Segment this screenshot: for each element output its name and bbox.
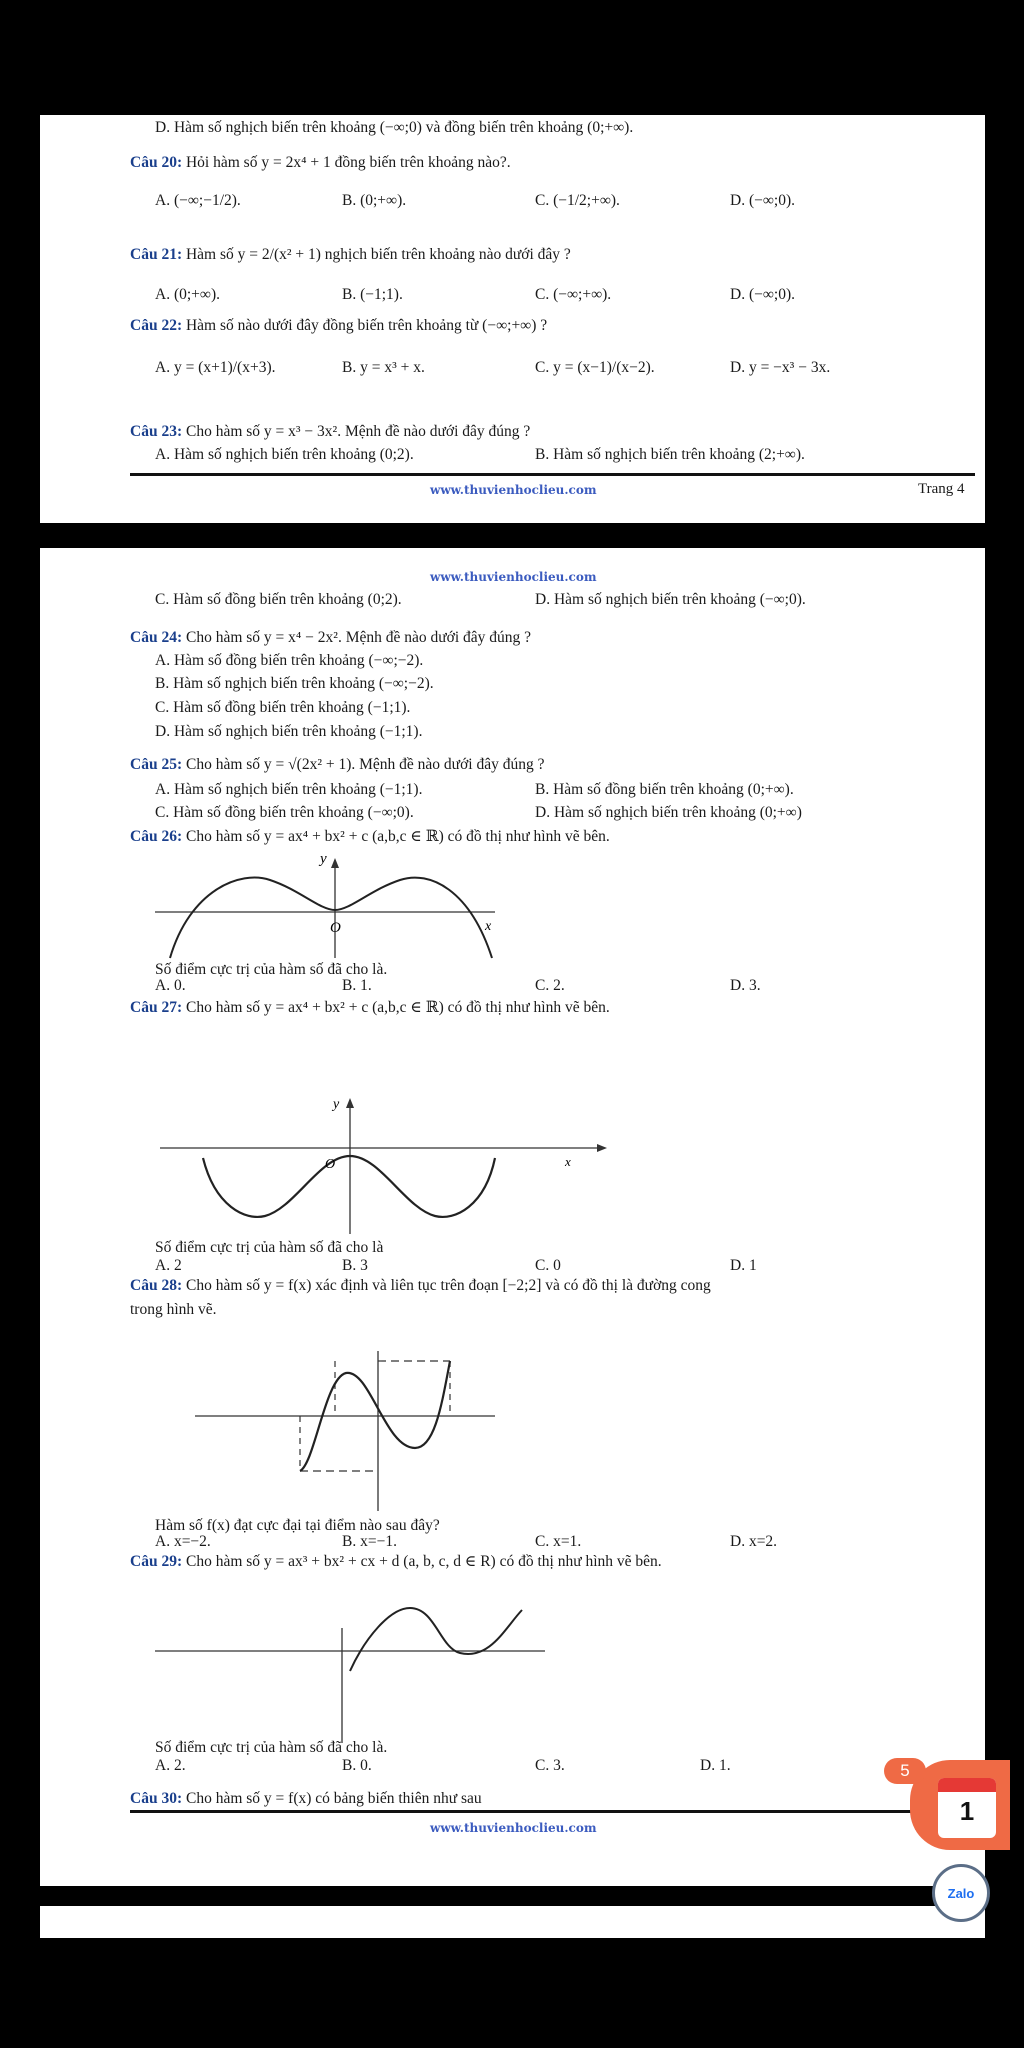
q22-stem (130, 316, 547, 336)
q27-y-arrow (346, 1098, 354, 1108)
q20-text: Hỏi hàm số y = 2x⁴ + 1 đồng biến trên khoảng nào?. (185, 154, 511, 171)
document-page-6 (40, 1906, 985, 1938)
q27-curve (203, 1156, 495, 1217)
q26-x-label: x (485, 919, 492, 934)
q21-label: Câu 21: (130, 246, 183, 263)
q25-option-d: D. Hàm số nghịch biến trên khoảng (0;+∞) (535, 804, 802, 821)
q22-text: Hàm số nào dưới đây đồng biến trên khoảng từ (−∞;+∞) ? (185, 317, 548, 334)
q26-text: Cho hàm số y = ax⁴ + bx² + c (a,b,c ∈ ℝ) có đồ thị như hình vẽ bên. (185, 828, 610, 845)
q28-option-b: B. x=−1. (342, 1533, 397, 1550)
q26-option-b: B. 1. (342, 977, 372, 994)
q25-option-a: A. Hàm số nghịch biến trên khoảng (−1;1). (155, 781, 423, 798)
document-page-5 (40, 548, 985, 1886)
q30-text: Cho hàm số y = f(x) có bảng biến thiên như sau (185, 1790, 482, 1807)
q21-option-c: C. (−∞;+∞). (535, 286, 612, 303)
header-url: www.thuvienhoclieu.com (430, 570, 597, 584)
q24-stem (130, 628, 531, 648)
q23-label: Câu 23: (130, 423, 183, 440)
q29-curve (350, 1608, 522, 1671)
q21-text: Hàm số y = 2/(x² + 1) nghịch biến trên khoảng nào dưới đây ? (185, 246, 571, 263)
q27-label: Câu 27: (130, 999, 183, 1016)
q26-graph (150, 850, 510, 960)
q27-option-b: B. 3 (342, 1257, 368, 1274)
q22-label: Câu 22: (130, 317, 183, 334)
q22-option-a: A. y = (x+1)/(x+3). (155, 359, 276, 376)
q28-option-a: A. x=−2. (155, 1533, 211, 1550)
q25-option-c: C. Hàm số đồng biến trên khoảng (−∞;0). (155, 804, 414, 821)
q29-question: Số điểm cực trị của hàm số đã cho là. (155, 1739, 388, 1756)
q28-option-c: C. x=1. (535, 1533, 582, 1550)
q20-option-d: D. (−∞;0). (730, 192, 795, 209)
footer-url: www.thuvienhoclieu.com (430, 483, 597, 497)
q27-option-a: A. 2 (155, 1257, 182, 1274)
q26-stem (130, 827, 610, 847)
q23-stem (130, 422, 530, 442)
q28-stem (130, 1276, 711, 1296)
q21-option-b: B. (−1;1). (342, 286, 403, 303)
q25-stem (130, 755, 544, 775)
q26-option-c: C. 2. (535, 977, 565, 994)
q27-question: Số điểm cực trị của hàm số đã cho là (155, 1239, 384, 1256)
q29-graph (150, 1598, 550, 1748)
q25-text: Cho hàm số y = √(2x² + 1). Mệnh đề nào dưới đây đúng ? (185, 756, 545, 773)
q27-y-label: y (333, 1097, 340, 1112)
q26-label: Câu 26: (130, 828, 183, 845)
q29-text: Cho hàm số y = ax³ + bx² + cx + d (a, b, c, d ∈ R) có đồ thị như hình vẽ bên. (185, 1553, 662, 1570)
q28-text: Cho hàm số y = f(x) xác định và liên tục trên đoạn [−2;2] và có đồ thị là đường cong (185, 1277, 711, 1294)
q26-origin-label: O (330, 920, 341, 936)
q24-option-d: D. Hàm số nghịch biến trên khoảng (−1;1). (155, 723, 423, 740)
q23-option-c: C. Hàm số đồng biến trên khoảng (0;2). (155, 591, 402, 608)
q27-stem (130, 998, 610, 1018)
q24-option-a: A. Hàm số đồng biến trên khoảng (−∞;−2). (155, 652, 424, 669)
q26-option-a: A. 0. (155, 977, 186, 994)
q22-option-d: D. y = −x³ − 3x. (730, 359, 831, 376)
q20-label: Câu 20: (130, 154, 183, 171)
q23-option-d: D. Hàm số nghịch biến trên khoảng (−∞;0). (535, 591, 806, 608)
q23-text: Cho hàm số y = x³ − 3x². Mệnh đề nào dưới đây đúng ? (185, 423, 531, 440)
notification-badge: 5 (884, 1758, 926, 1784)
q30-label: Câu 30: (130, 1790, 183, 1807)
q26-curve (170, 878, 492, 958)
zalo-button[interactable] (932, 1864, 990, 1922)
zalo-label: Zalo (947, 1885, 975, 1901)
q30-stem (130, 1789, 482, 1809)
q23-option-a: A. Hàm số nghịch biến trên khoảng (0;2). (155, 446, 414, 463)
q27-origin-label: O (325, 1157, 336, 1172)
q29-option-c: C. 3. (535, 1757, 565, 1774)
q20-stem (130, 153, 511, 173)
q25-option-b: B. Hàm số đồng biến trên khoảng (0;+∞). (535, 781, 794, 798)
q26-y-arrow (331, 858, 339, 868)
q28-label: Câu 28: (130, 1277, 183, 1294)
q28-option-d: D. x=2. (730, 1533, 778, 1550)
q21-option-d: D. (−∞;0). (730, 286, 795, 303)
q20-option-c: C. (−1/2;+∞). (535, 192, 620, 209)
q28-question: Hàm số f(x) đạt cực đại tại điểm nào sau đây? (155, 1517, 440, 1534)
q24-label: Câu 24: (130, 629, 183, 646)
document-page-4 (40, 115, 985, 523)
q27-option-c: C. 0 (535, 1257, 561, 1274)
q29-option-a: A. 2. (155, 1757, 186, 1774)
q29-option-d: D. 1. (700, 1757, 731, 1774)
q21-option-a: A. (0;+∞). (155, 286, 220, 303)
footer-divider (130, 1810, 975, 1813)
q20-option-b: B. (0;+∞). (342, 192, 407, 209)
q25-label: Câu 25: (130, 756, 183, 773)
q23-option-b: B. Hàm số nghịch biến trên khoảng (2;+∞). (535, 446, 805, 463)
q27-option-d: D. 1 (730, 1257, 757, 1274)
q26-question: Số điểm cực trị của hàm số đã cho là. (155, 961, 388, 978)
calendar-day: 1 (959, 1796, 975, 1826)
q27-x-label: x (565, 1154, 571, 1169)
q27-x-arrow (597, 1144, 607, 1152)
q19-option-d: D. Hàm số nghịch biến trên khoảng (−∞;0) và đồng biến trên khoảng (0;+∞). (155, 119, 634, 136)
footer-url: www.thuvienhoclieu.com (430, 1821, 597, 1835)
q21-stem (130, 245, 571, 265)
q29-label: Câu 29: (130, 1553, 183, 1570)
q29-stem (130, 1552, 662, 1572)
q26-y-label: y (320, 851, 327, 867)
q28-stem-line2: trong hình vẽ. (130, 1301, 217, 1318)
q26-option-d: D. 3. (730, 977, 761, 994)
q29-option-b: B. 0. (342, 1757, 372, 1774)
footer-divider (130, 473, 975, 476)
q22-option-c: C. y = (x−1)/(x−2). (535, 359, 655, 376)
q24-option-c: C. Hàm số đồng biến trên khoảng (−1;1). (155, 699, 411, 716)
page-number: Trang 4 (918, 481, 965, 497)
q22-option-b: B. y = x³ + x. (342, 359, 425, 376)
calendar-icon (938, 1778, 996, 1838)
q27-graph-drawing (155, 1096, 615, 1236)
q24-option-b: B. Hàm số nghịch biến trên khoảng (−∞;−2). (155, 675, 434, 692)
q27-text: Cho hàm số y = ax⁴ + bx² + c (a,b,c ∈ ℝ) có đồ thị như hình vẽ bên. (185, 999, 610, 1016)
q24-text: Cho hàm số y = x⁴ − 2x². Mệnh đề nào dưới đây đúng ? (185, 629, 532, 646)
q20-option-a: A. (−∞;−1/2). (155, 192, 241, 209)
q28-graph (150, 1343, 510, 1513)
